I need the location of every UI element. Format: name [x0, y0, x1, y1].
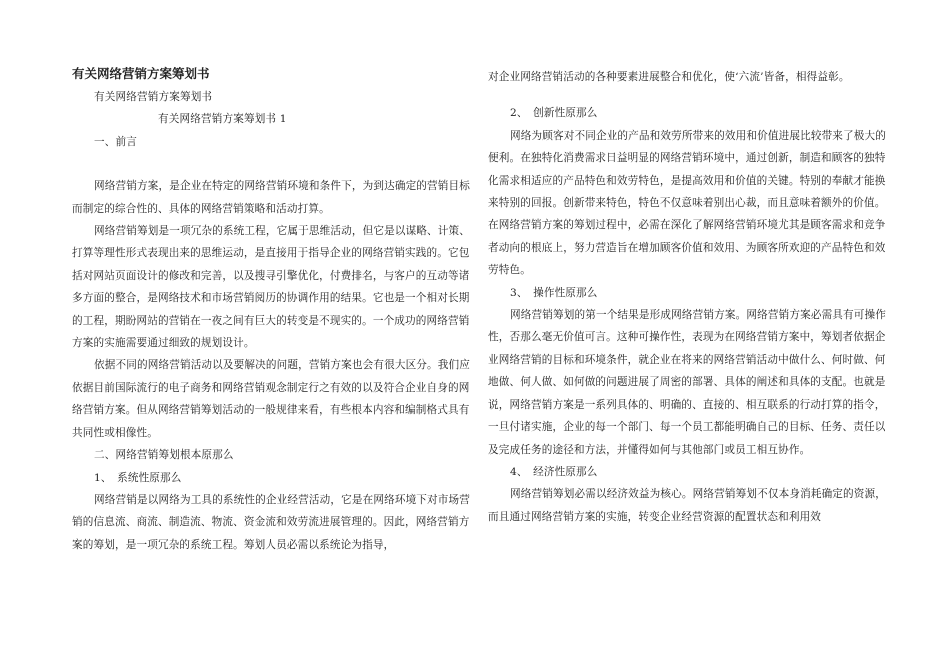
right-column [488, 66, 894, 528]
paragraph-definition: 网络营销方案，是企业在特定的网络营销环境和条件下，为到达确定的营销目标而制定的综合性的、具体的网络营销策略和活动打算。 [72, 180, 471, 215]
paragraph-systematic-continued: 对企业网络营销活动的各种要素进展整合和优化，使‘六流’皆备，相得益彰。 [488, 71, 850, 83]
blank-line [488, 88, 894, 102]
section-heading-principles: 二、网络营销筹划根本原那么 [94, 449, 234, 462]
principle-heading-systematic: 1、 系统性原那么 [94, 471, 182, 484]
section-heading-preface: 一、前言 [94, 135, 137, 148]
principle-heading-operability: 3、 操作性原那么 [510, 286, 598, 299]
document-title: 有关网络营销方案筹划书 [72, 66, 210, 81]
document-subtitle: 有关网络营销方案筹划书 [94, 91, 213, 103]
left-column [72, 62, 474, 556]
paragraph-differences: 依据不同的网络营销活动以及要解决的问题，营销方案也会有很大区分。我们应依据目前国际流行的电子商务和网络营销观念制定行之有效的以及符合企业自身的网络营销方案。但从网络营销筹划活动的一般规律来看，有些根本内容和编制格式具有共同性或相像性。 [72, 359, 471, 439]
paragraph-planning: 网络营销筹划是一项冗杂的系统工程，它属于思维活动，但它是以谋略、计策、打算等理性形式表现出来的思维运动，是直接用于指导企业的网络营销实践的。它包括对网站页面设计的修改和完善，以及搜寻引擎优化，付费排名，与客户的互动等诸多方面的整合，是网络技术和市场营销阅历的协调作用的结果。它也是一个相对长期的工程，期盼网站的营销在一夜之间有巨大的转变是不现实的。一个成功的网络营销方案的实施需要通过细致的规划设计。 [72, 225, 471, 350]
blank-line [72, 153, 474, 175]
principle-heading-innovation: 2、 创新性原那么 [510, 107, 598, 120]
paragraph-systematic: 网络营销是以网络为工具的系统性的企业经营活动，它是在网络环境下对市场营销的信息流、商流、制造流、物流、资金流和效劳流进展管理的。因此，网络营销方案的筹划，是一项冗杂的系统工程。筹划人员必需以系统论为指导， [72, 493, 471, 551]
principle-heading-economy: 4、 经济性原那么 [510, 465, 598, 478]
document-subtitle-numbered: 有关网络营销方案筹划书 1 [158, 113, 287, 126]
paragraph-operability: 网络营销筹划的第一个结果是形成网络营销方案。网络营销方案必需具有可操作性，否那么毫无价值可言。这种可操作性，表现为在网络营销方案中，筹划者依据企业网络营销的目标和环境条件，就企业在将来的网络营销活动中做什么、何时做、何地做、何人做、如何做的问题进展了周密的部署、具体的阐述和具体的支配。也就是说，网络营销方案是一系列具体的、明确的、直接的、相互联系的行动打算的指令，一旦付诸实施，企业的每一个部门、每一个员工都能明确自己的目标、任务、责任以及完成任务的途径和方法，并懂得如何与其他部门或员工相互协作。 [488, 309, 887, 456]
paragraph-economy: 网络营销筹划必需以经济效益为核心。网络营销筹划不仅本身消耗确定的资源，而且通过网络营销方案的实施，转变企业经营资源的配置状态和利用效 [488, 488, 887, 523]
paragraph-innovation: 网络为顾客对不同企业的产品和效劳所带来的效用和价值进展比较带来了极大的便利。在独特化消费需求日益明显的网络营销环境中，通过创新，制造和顾客的独特化需求相适应的产品特色和效劳特色，是提高效用和价值的关键。特别的奉献才能换来特别的回报。创新带来特色，特色不仅意味着别出心裁，而且意味着额外的价值。在网络营销方案的筹划过程中，必需在深化了解网络营销环境尤其是顾客需求和竞争者动向的根底上，努力营造旨在增加顾客价值和效用、为顾客所欢迎的产品特色和效劳特色。 [488, 129, 887, 277]
